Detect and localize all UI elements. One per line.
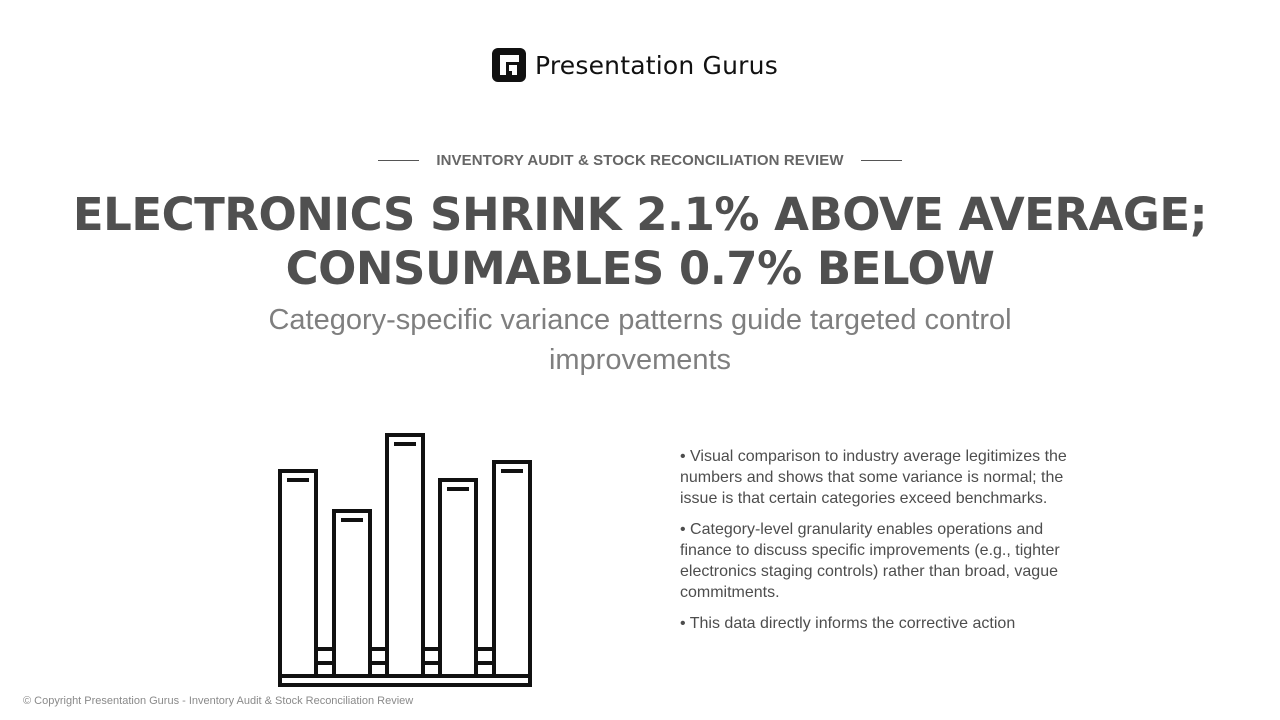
headline-line-2: CONSUMABLES 0.7% BELOW [285, 242, 995, 295]
headline-line-1: ELECTRONICS SHRINK 2.1% ABOVE AVERAGE; [72, 188, 1208, 241]
headline [60, 188, 1220, 296]
subtitle: Category-specific variance patterns guide targeted control improvements [268, 304, 1012, 376]
bullet-list [680, 446, 1080, 644]
presentation-gurus-logo-icon [492, 48, 526, 82]
bullet-item: • Category-level granularity enables operations and finance to discuss specific improvements (e.g., tighter electronics staging controls) rather than broad, vague commitments. [680, 521, 1060, 601]
bullet-item: • Visual comparison to industry average legitimizes the numbers and shows that some variance is normal; the issue is that certain categories exceed benchmarks. [680, 448, 1067, 507]
footer-copyright: © Copyright Presentation Gurus - Inventory Audit & Stock Reconciliation Review [23, 695, 414, 707]
eyebrow-text: INVENTORY AUDIT & STOCK RECONCILIATION REVIEW [436, 152, 844, 169]
brand-name: Presentation Gurus [535, 50, 778, 80]
bullet-item: • This data directly informs the corrective action [680, 615, 1016, 632]
bar-chart-icon [276, 430, 536, 692]
eyebrow-rule-left [378, 160, 419, 161]
brand-logo [492, 47, 778, 83]
eyebrow [0, 152, 1280, 169]
eyebrow-rule-right [861, 160, 902, 161]
